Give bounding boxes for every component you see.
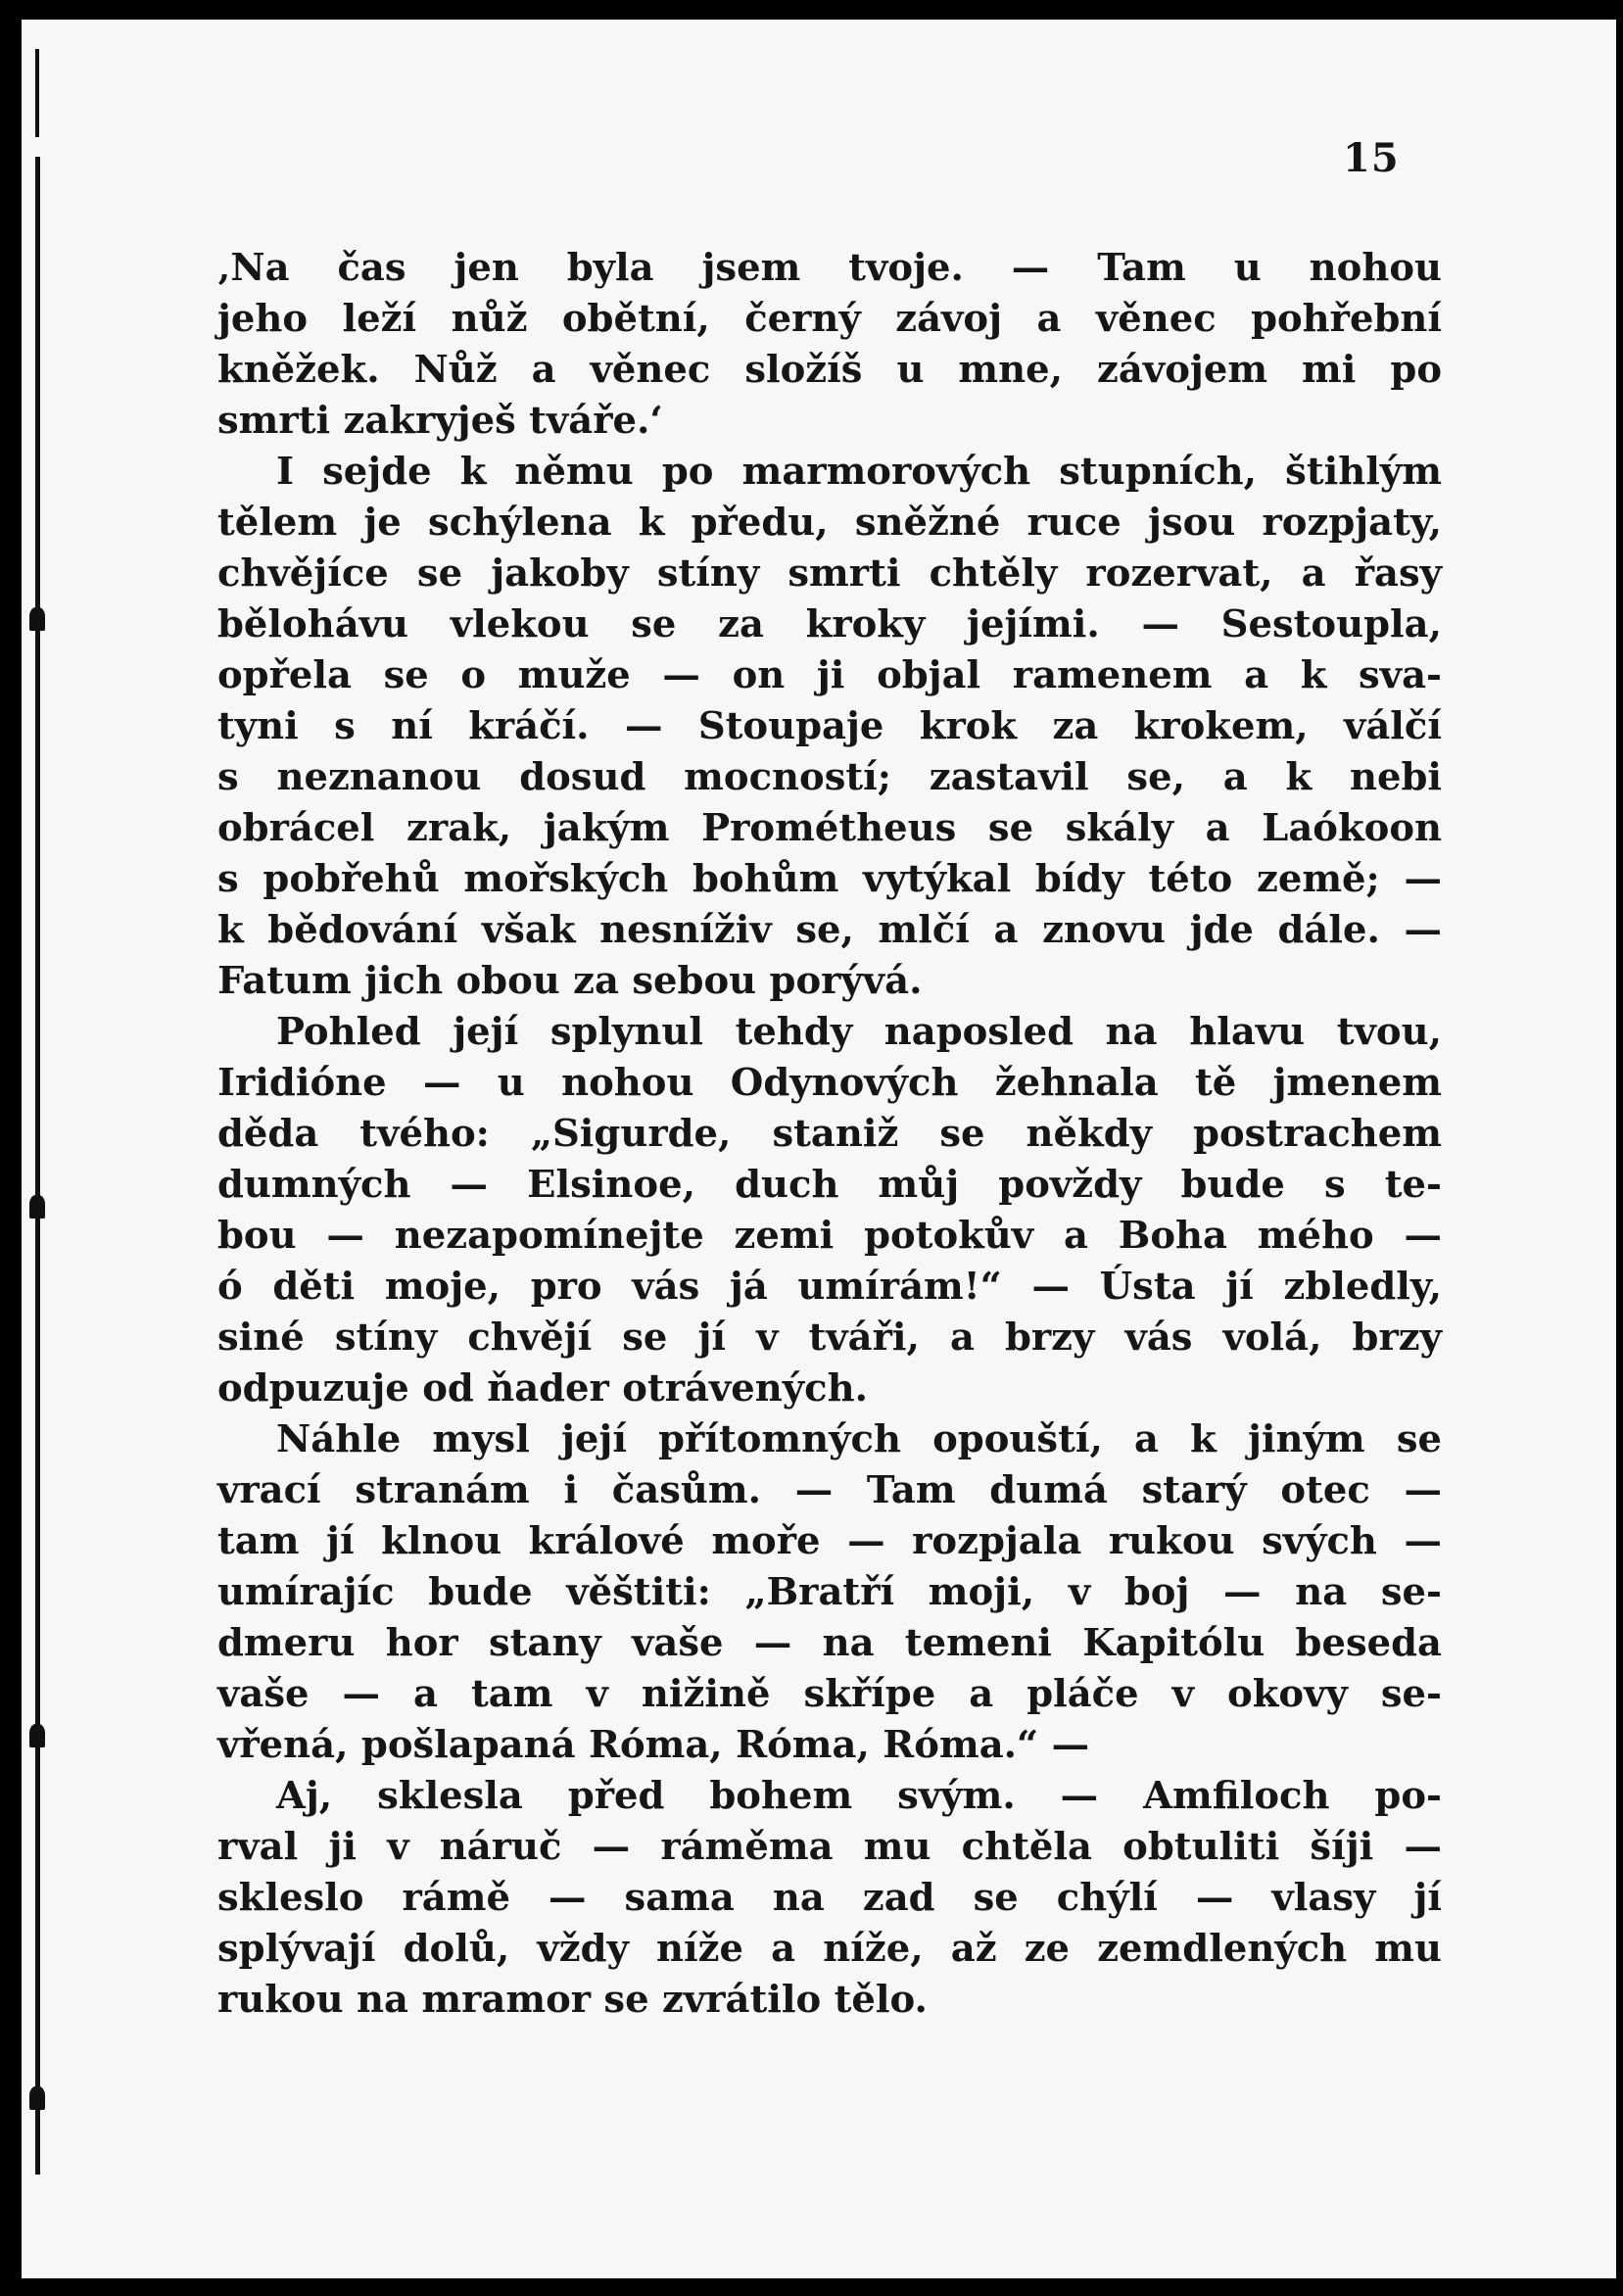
text-line: rukou na mramor se zvrátilo tělo. <box>217 1978 928 2022</box>
text-line: dmeru hor stany vaše — na temeni Kapitólu beseda <box>217 1621 1442 1665</box>
text-line: Iridióne — u nohou Odynových žehnala tě jmenem <box>217 1061 1442 1105</box>
binding-mark <box>29 1724 45 1747</box>
text-line: s pobřehů mořských bohům vytýkal bídy této země; — <box>217 857 1442 901</box>
binding-mark <box>29 1195 45 1219</box>
text-line: tam jí klnou králové moře — rozpjala rukou svých — <box>217 1519 1442 1563</box>
binding-edge-top <box>35 49 39 137</box>
text-line: splývají dolů, vždy níže a níže, až ze zemdlených mu <box>217 1927 1442 1971</box>
text-line: obrácel zrak, jakým Prométheus se skály a Laókoon <box>217 806 1442 850</box>
text-line: s neznanou dosud mocností; zastavil se, a k nebi <box>217 755 1442 799</box>
book-page <box>22 20 1616 2278</box>
text-line: kněžek. Nůž a věnec složíš u mne, závojem mi po <box>217 348 1442 392</box>
text-line: umírajíc bude věštiti: „Bratří moji, v boj — na se- <box>217 1570 1442 1614</box>
binding-mark <box>29 607 45 631</box>
text-line: vřená, pošlapaná Róma, Róma, Róma.“ — <box>217 1723 1090 1767</box>
text-line: ‚Na čas jen byla jsem tvoje. — Tam u nohou <box>217 246 1442 290</box>
text-line: jeho leží nůž obětní, černý závoj a věnec pohřební <box>217 297 1442 341</box>
text-line: Náhle mysl její přítomných opouští, a k jiným se <box>276 1417 1442 1461</box>
text-line: I sejde k němu po marmorových stupních, štihlým <box>276 450 1442 494</box>
text-line: Fatum jich obou za sebou porývá. <box>217 959 923 1003</box>
text-line: bělohávu vlekou se za kroky jejími. — Sestoupla, <box>217 602 1442 646</box>
text-line: dumných — Elsinoe, duch můj povždy bude s te- <box>217 1163 1442 1207</box>
text-line: Aj, sklesla před bohem svým. — Amfiloch po- <box>276 1774 1442 1818</box>
text-line: odpuzuje od ňader otrávených. <box>217 1366 868 1411</box>
body-text <box>217 243 1442 2026</box>
text-line: chvějíce se jakoby stíny smrti chtěly rozervat, a řasy <box>217 551 1442 596</box>
text-line: k bědování však nesníživ se, mlčí a znovu jde dále. — <box>217 908 1442 952</box>
text-line: ó děti moje, pro vás já umírám!“ — Ústa jí zbledly, <box>217 1265 1442 1309</box>
text-line: siné stíny chvějí se jí v tváři, a brzy vás volá, brzy <box>217 1315 1442 1360</box>
text-line: skleslo rámě — sama na zad se chýlí — vlasy jí <box>217 1876 1442 1920</box>
binding-edge <box>35 157 40 2175</box>
text-line: rval ji v náruč — ráměma mu chtěla obtuliti šíji — <box>217 1825 1442 1869</box>
page-number: 15 <box>1343 135 1400 181</box>
text-line: děda tvého: „Sigurde, staniž se někdy postrachem <box>217 1112 1442 1156</box>
text-line: bou — nezapomínejte zemi potokův a Boha mého — <box>217 1214 1442 1258</box>
text-line: tyni s ní kráčí. — Stoupaje krok za krokem, válčí <box>217 704 1442 748</box>
text-line: smrti zakryješ tváře.‘ <box>217 399 663 443</box>
binding-mark <box>29 2086 45 2110</box>
text-line: Pohled její splynul tehdy naposled na hlavu tvou, <box>276 1010 1442 1054</box>
text-line: tělem je schýlena k předu, sněžné ruce jsou rozpjaty, <box>217 501 1442 545</box>
text-line: vrací stranám i časům. — Tam dumá starý otec — <box>217 1468 1442 1512</box>
text-line: opřela se o muže — on ji objal ramenem a k sva- <box>217 653 1442 697</box>
text-line: vaše — a tam v nižině skřípe a pláče v okovy se- <box>217 1672 1442 1716</box>
